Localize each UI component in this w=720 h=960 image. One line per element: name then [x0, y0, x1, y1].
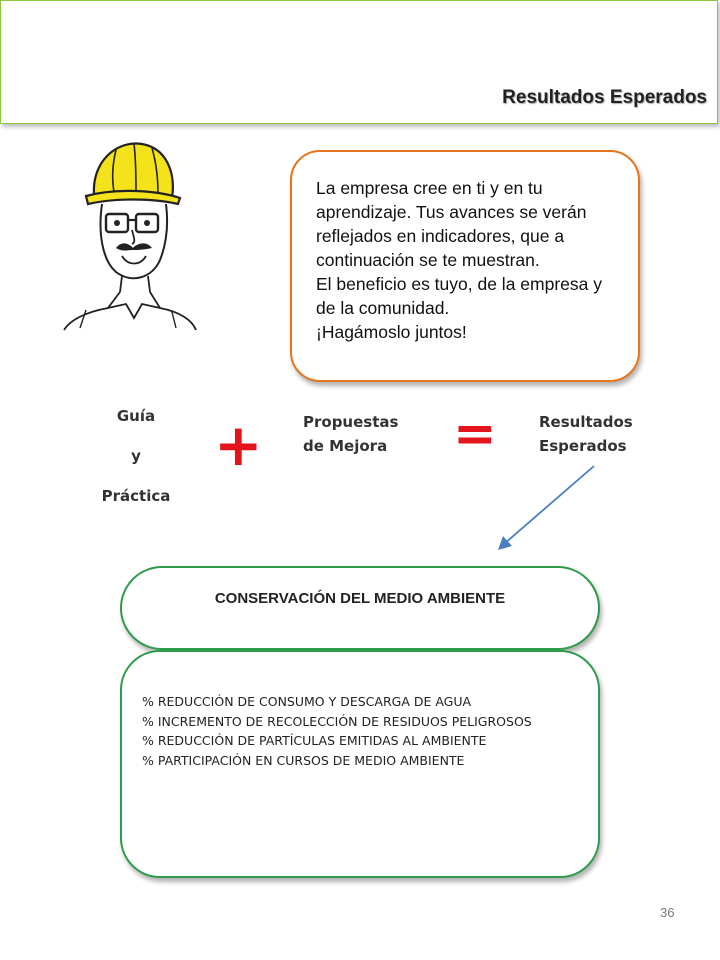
term-line: Propuestas	[303, 413, 399, 431]
equation-term-propuestas	[303, 410, 398, 458]
list-item: % INCREMENTO DE RECOLECCIÓN DE RESIDUOS PELIGROSOS	[142, 713, 532, 729]
equation-result	[539, 410, 633, 458]
page-title: Resultados Esperados	[502, 87, 707, 108]
term-line: Práctica	[101, 487, 171, 505]
section-title: CONSERVACIÓN DEL MEDIO AMBIENTE	[214, 590, 506, 607]
term-line: Resultados	[539, 413, 633, 431]
header-box	[0, 0, 718, 124]
speech-bubble	[290, 150, 640, 382]
section-title-box	[120, 566, 600, 650]
bubble-text-benefit: El beneficio es tuyo, de la empresa y de la comunidad.	[316, 274, 602, 318]
bubble-text-intro: La empresa cree en ti y en tu aprendizaje. Tus avances se verán reflejados en indicadores, que a continuación se te muestran.	[316, 178, 587, 270]
list-item: % REDUCCIÓN DE CONSUMO Y DESCARGA DE AGUA	[142, 694, 472, 709]
equals-sign: =	[453, 404, 497, 464]
list-item: % PARTICIPACIÓN EN CURSOS DE MEDIO AMBIENTE	[142, 752, 465, 768]
indicator-list	[120, 650, 600, 878]
term-line: Esperados	[539, 437, 627, 455]
list-item: % REDUCCIÓN DE PARTÍCULAS EMITIDAS AL AMBIENTE	[142, 733, 487, 748]
worker-with-helmet-icon	[56, 132, 202, 332]
term-line: y	[131, 447, 141, 465]
equation-term-guia-practica	[100, 396, 172, 516]
term-line: de Mejora	[303, 437, 388, 455]
bubble-text-closing: ¡Hagámoslo juntos!	[316, 322, 467, 342]
plus-sign: +	[214, 411, 263, 479]
term-line: Guía	[116, 407, 156, 425]
page-number: 36	[660, 905, 675, 920]
